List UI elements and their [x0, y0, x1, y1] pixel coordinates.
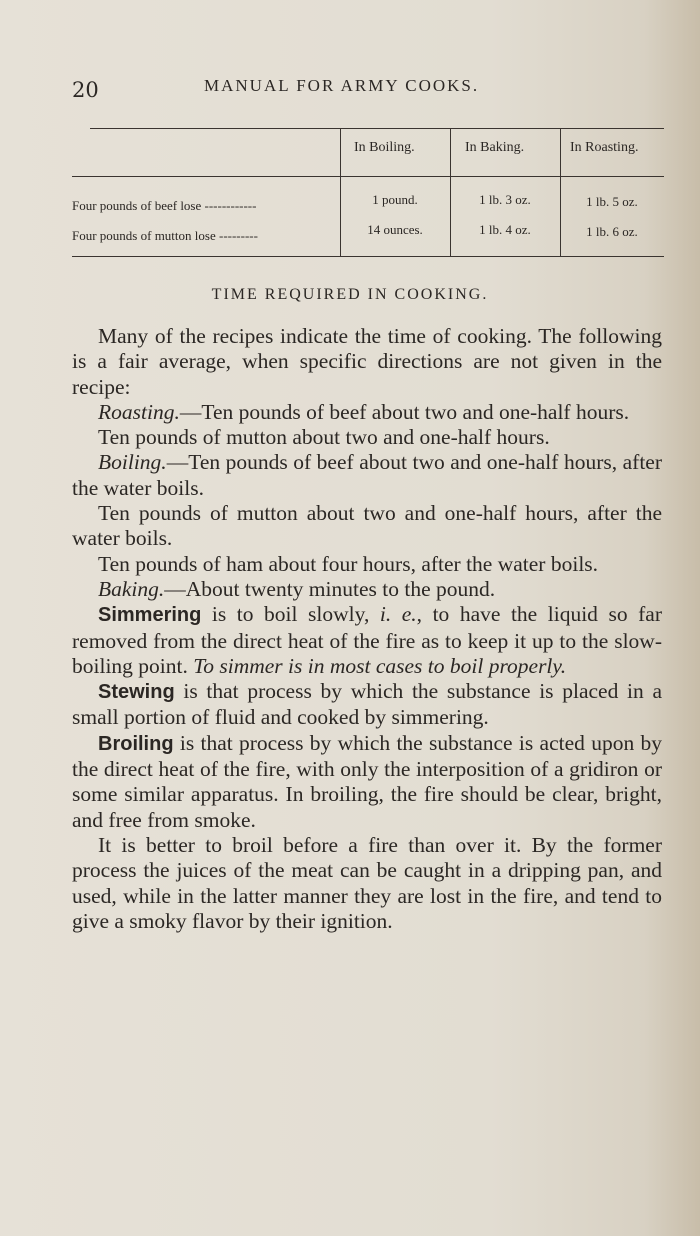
intro-paragraph: Many of the recipes indicate the time of cooking. The following is a fair average, when specific directions are not given in the recipe:: [72, 324, 662, 399]
table-cell: 1 lb. 4 oz.: [479, 222, 531, 237]
table-cell: 14 ounces.: [367, 222, 423, 237]
table-row-label: Four pounds of mutton lose ---------: [72, 228, 258, 243]
table-bottom-rule: [72, 256, 664, 257]
simmering-paragraph: Simmering is to boil slowly, i. e., to have the liquid so far removed from the direct heat of the fire as to keep it up to the slow-boiling point. To simmer is in most cases to boil properly.: [72, 602, 662, 678]
broiling-paragraph: Broiling is that process by which the substance is acted upon by the direct heat of the fire, with only the interposition of a gridiron or some similar apparatus. In broiling, the fire should be clear, bright, and free from smoke.: [72, 730, 662, 832]
page-header: [72, 72, 672, 106]
table-top-rule: [90, 128, 664, 129]
running-title: MANUAL FOR ARMY COOKS.: [204, 76, 480, 95]
table-cell: 1 lb. 3 oz.: [479, 192, 531, 207]
body-text: [72, 324, 662, 934]
table-cell: 1 lb. 5 oz.: [586, 194, 638, 209]
table-row-label: Four pounds of beef lose ------------: [72, 198, 257, 213]
weight-loss-table: [72, 120, 664, 266]
table-cell: 1 pound.: [372, 192, 418, 207]
roasting-mutton-paragraph: Ten pounds of mutton about two and one-half hours.: [98, 425, 550, 450]
boiling-ham-paragraph: Ten pounds of ham about four hours, after the water boils.: [98, 551, 599, 576]
stewing-paragraph: Stewing is that process by which the substance is placed in a small portion of fluid and cooked by simmering.: [72, 679, 662, 730]
section-title: TIME REQUIRED IN COOKING.: [211, 286, 489, 303]
broil-before-fire-paragraph: It is better to broil before a fire than over it. By the former process the juices of the meat can be caught in a dripping pan, and used, while in the latter manner they are lost in the fire, and tend to give a smoky flavor by their ignition.: [72, 832, 662, 933]
page-number: 20: [72, 78, 99, 102]
baking-paragraph: Baking.—About twenty minutes to the pound.: [98, 576, 496, 601]
boiling-paragraph: Boiling.—Ten pounds of beef about two and one-half hours, after the water boils.: [72, 450, 662, 500]
column-header-roasting: In Roasting.: [570, 140, 639, 155]
column-header-boiling: In Boiling.: [354, 140, 415, 155]
table-header-rule: [72, 176, 664, 177]
table-cell: 1 lb. 6 oz.: [586, 224, 638, 239]
boiling-mutton-paragraph: Ten pounds of mutton about two and one-half hours, after the water boils.: [72, 501, 662, 551]
column-header-baking: In Baking.: [465, 140, 525, 155]
roasting-paragraph: Roasting.—Ten pounds of beef about two and one-half hours.: [98, 399, 630, 424]
